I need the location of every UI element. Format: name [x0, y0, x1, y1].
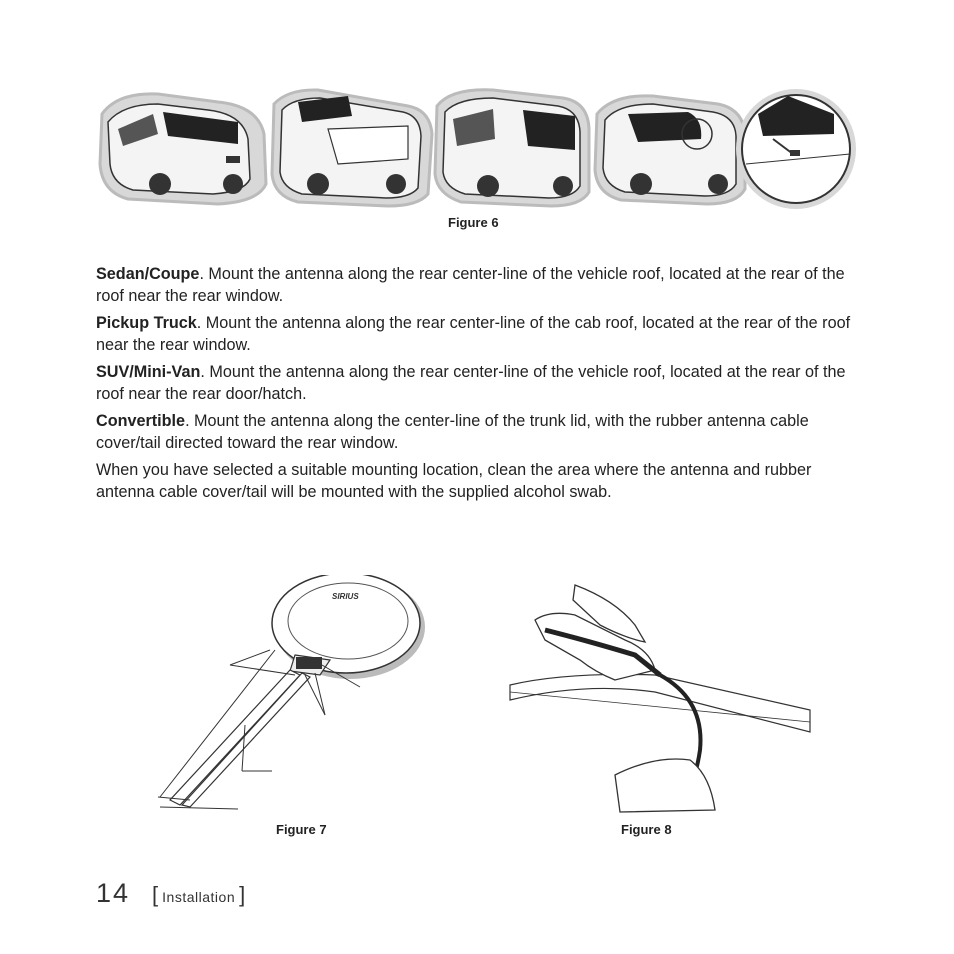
label-sedan: Sedan/Coupe — [96, 265, 200, 283]
paragraph-pickup — [96, 313, 864, 356]
figure-8-cable-installation-illustration — [505, 580, 815, 815]
paragraph-suv — [96, 362, 864, 405]
text-cleaning: When you have selected a suitable mounting location, clean the area where the antenna and rubber antenna cable cover/tail will be mounted with the supplied alcohol swab. — [96, 461, 812, 501]
figure-7-antenna-illustration — [150, 575, 440, 825]
pickup-illustration — [272, 90, 432, 206]
convertible-illustration — [595, 96, 745, 204]
close-bracket: ] — [239, 882, 246, 907]
suv-illustration — [435, 90, 589, 206]
page-footer — [96, 878, 245, 912]
mounting-instructions — [96, 264, 864, 509]
label-suv: SUV/Mini-Van — [96, 363, 201, 381]
label-convertible: Convertible — [96, 412, 186, 430]
label-pickup: Pickup Truck — [96, 314, 197, 332]
text-convertible: . Mount the antenna along the center-line of the trunk lid, with the rubber antenna cable cover/tail directed toward the rear window. — [96, 412, 809, 452]
figure-8-caption: Figure 8 — [621, 822, 672, 837]
text-sedan: . Mount the antenna along the rear center-line of the vehicle roof, located at the rear of the roof near the rear window. — [96, 265, 845, 305]
page-number: 14 — [96, 878, 131, 908]
sedan-illustration — [100, 94, 266, 204]
section-name: Installation — [162, 889, 236, 905]
text-pickup: . Mount the antenna along the rear center-line of the cab roof, located at the rear of the roof near the rear window. — [96, 314, 851, 354]
paragraph-convertible — [96, 411, 864, 454]
trunk-zoom-detail — [736, 89, 856, 209]
figure-7-caption: Figure 7 — [276, 822, 327, 837]
open-bracket: [ — [152, 882, 159, 907]
text-suv: . Mount the antenna along the rear center-line of the vehicle roof, located at the rear of the roof near the rear door/hatch. — [96, 363, 846, 403]
figure-6-caption: Figure 6 — [448, 215, 499, 230]
paragraph-cleaning — [96, 460, 864, 503]
antenna-logo: SIRIUS — [332, 592, 359, 601]
figure-6-vehicles-illustration — [98, 84, 858, 214]
paragraph-sedan — [96, 264, 864, 307]
